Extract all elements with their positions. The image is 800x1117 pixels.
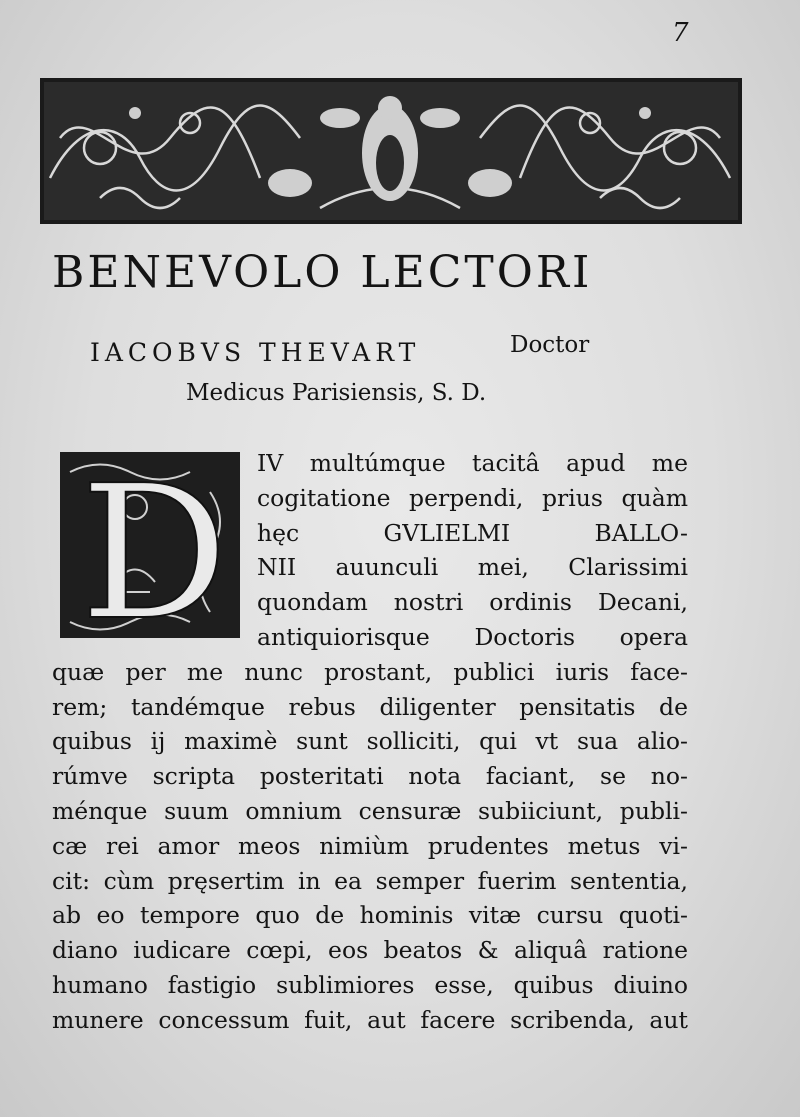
- body-text: [52, 446, 688, 1038]
- drop-cap-letter: D: [80, 452, 229, 638]
- text-line: cit: cùm pręsertim in ea semper fuerim sententia,: [52, 866, 688, 895]
- page-title: BENEVOLO LECTORI: [52, 247, 593, 298]
- text-line: rem; tandémque rebus diligenter pensitatis de: [52, 692, 688, 721]
- text-line: cæ rei amor meos nimiùm prudentes metus vi-: [52, 831, 688, 860]
- text-line: munere concessum fuit, aut facere scribenda, aut: [52, 1005, 688, 1034]
- text-line: NII auunculi mei, Clarissimi: [257, 553, 688, 582]
- author-name: IACOBVS THEVART: [90, 338, 421, 367]
- text-line: quæ per me nunc prostant, publici iuris face-: [52, 657, 688, 686]
- text-line: quondam nostri ordinis Decani,: [257, 588, 688, 617]
- author-title: Doctor: [510, 332, 590, 358]
- text-line: IV multúmque tacitâ apud me: [257, 449, 688, 477]
- text-line: antiquiorisque Doctoris opera: [257, 622, 688, 651]
- ornamental-headpiece: [40, 78, 742, 224]
- text-line: hęc GVLIELMI BALLO-: [257, 518, 688, 547]
- text-line: ab eo tempore quo de hominis vitæ cursu quoti-: [52, 901, 688, 930]
- text-line: rúmve scripta posteritati nota faciant, se no-: [52, 762, 688, 791]
- text-line: diano iudicare cœpi, eos beatos & aliquâ ratione: [52, 936, 688, 965]
- page-number: 7: [672, 18, 689, 48]
- author-affiliation: Medicus Parisiensis, S. D.: [186, 380, 487, 406]
- text-line: quibus ij maximè sunt solliciti, qui vt sua alio-: [52, 727, 688, 756]
- text-line: ménque suum omnium censuræ subiiciunt, publi-: [52, 796, 688, 825]
- text-line: cogitatione perpendi, prius quàm: [257, 483, 688, 512]
- text-line: humano fastigio sublimiores esse, quibus diuino: [52, 970, 688, 999]
